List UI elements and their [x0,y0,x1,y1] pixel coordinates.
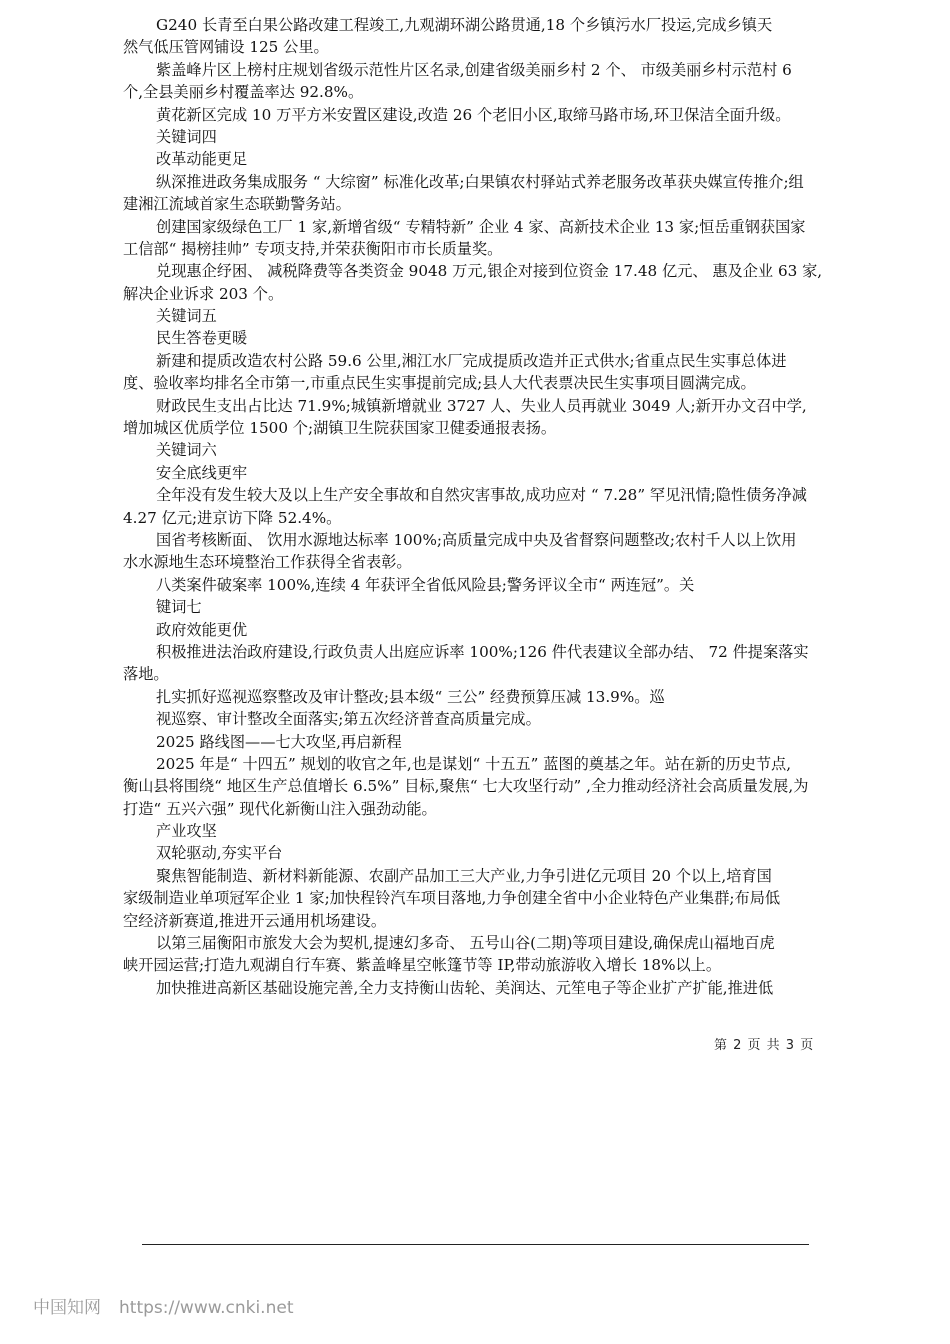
text-line: 安全底线更牢 [156,463,248,482]
watermark-url[interactable]: https://www.cnki.net [119,1298,294,1318]
text-line: 产业攻坚 [156,822,217,841]
text-line: 键词七 [156,598,202,617]
text-line: 个,全县美丽乡村覆盖率达 92.8%。 [123,83,364,102]
text-line: 4.27 亿元;进京访下降 52.4%。 [123,508,342,527]
text-line: 新建和提质改造农村公路 59.6 公里,湘江水厂完成提质改造并正式供水;省重点民生实事总体进 [156,351,787,370]
text-line: 双轮驱动,夯实平台 [156,844,283,863]
text-line: 加快推进高新区基础设施完善,全力支持衡山齿轮、美润达、元笙电子等企业扩产扩能,推进低 [156,978,774,997]
footer-divider [142,1244,809,1245]
text-line: 财政民生支出占比达 71.9%;城镇新增就业 3727 人、失业人员再就业 3049 人;新开办文召中学, [156,396,807,415]
text-line: 兑现惠企纾困、 减税降费等各类资金 9048 万元,银企对接到位资金 17.48 亿元、 惠及企业 63 家, [156,262,823,281]
text-line: 峡开园运营;打造九观湖自行车赛、紫盖峰星空帐篷节等 IP,带动旅游收入增长 18%以上。 [123,956,722,975]
text-line: 视巡察、审计整改全面落实;第五次经济普查高质量完成。 [156,710,541,729]
text-line: 积极推进法治政府建设,行政负责人出庭应诉率 100%;126 件代表建议全部办结、 72 件提案落实 [156,642,809,661]
text-line: 关键词四 [156,127,217,146]
document-body [123,14,828,999]
text-line: 全年没有发生较大及以上生产安全事故和自然灾害事故,成功应对 “ 7.28” 罕见汛情;隐性债务净减 [156,486,807,505]
text-line: 民生答卷更暖 [156,329,248,348]
text-line: 国省考核断面、 饮用水源地达标率 100%;高质量完成中央及省督察问题整改;农村千人以上饮用 [156,530,797,549]
text-line: 水水源地生态环境整治工作获得全省表彰。 [123,553,412,572]
text-line: 关键词五 [156,307,217,326]
text-line: 家级制造业单项冠军企业 1 家;加快程铃汽车项目落地,力争创建全省中小企业特色产业集群;布局低 [123,889,781,908]
text-line: 2025 年是“ 十四五” 规划的收官之年,也是谋划“ 十五五” 蓝图的奠基之年。站在新的历史节点, [156,754,792,773]
text-line: 创建国家级绿色工厂 1 家,新增省级“ 专精特新” 企业 4 家、高新技术企业 13 家;恒岳重钢获国家 [156,217,806,236]
text-line: 增加城区优质学位 1500 个;湖镇卫生院获国家卫健委通报表扬。 [123,419,557,438]
text-line: 空经济新赛道,推进开云通用机场建设。 [123,911,387,930]
text-line: 然气低压管网铺设 125 公里。 [123,38,329,57]
source-watermark [33,1293,293,1318]
text-line: 2025 路线图——七大攻坚,再启新程 [156,732,402,751]
text-line: 关键词六 [156,441,217,460]
text-line: 八类案件破案率 100%,连续 4 年获评全省低风险县;警务评议全市“ 两连冠”。关 [156,575,695,594]
text-line: 政府效能更优 [156,620,248,639]
text-line: 改革动能更足 [156,150,248,169]
text-line: 落地。 [123,665,169,684]
text-line: 度、验收率均排名全市第一,市重点民生实事提前完成;县人大代表票决民生实事项目圆满完成。 [123,374,756,393]
page-number: 第 2 页 共 3 页 [714,1038,815,1053]
text-line: 聚焦智能制造、新材料新能源、农副产品加工三大产业,力争引进亿元项目 20 个以上,培育国 [156,866,772,885]
text-line: 衡山县将围绕“ 地区生产总值增长 6.5%” 目标,聚焦“ 七大攻坚行动” ,全力推动经济社会高质量发展,为 [123,777,809,796]
text-line: 解决企业诉求 203 个。 [123,284,284,303]
text-line: 黄花新区完成 10 万平方米安置区建设,改造 26 个老旧小区,取缔马路市场,环卫保洁全面升级。 [156,105,791,124]
watermark-brand: 中国知网 [33,1298,101,1318]
text-line: 扎实抓好巡视巡察整改及审计整改;县本级“ 三公” 经费预算压减 13.9%。巡 [156,687,665,706]
text-line: 工信部“ 揭榜挂帅” 专项支持,并荣获衡阳市市长质量奖。 [123,239,503,258]
text-line: 纵深推进政务集成服务 “ 大综窗” 标准化改革;白果镇农村驿站式养老服务改革获央媒宣传推介;组 [156,172,804,191]
text-line: 以第三届衡阳市旅发大会为契机,提速幻多奇、 五号山谷(二期)等项目建设,确保虎山福地百虎 [156,934,775,953]
text-line: 建湘江流域首家生态联勤警务站。 [123,195,351,214]
text-line: 紫盖峰片区上榜村庄规划省级示范性片区名录,创建省级美丽乡村 2 个、 市级美丽乡村示范村 6 [156,60,792,79]
text-line: 打造“ 五兴六强” 现代化新衡山注入强劲动能。 [123,799,437,818]
text-line: G240 长青至白果公路改建工程竣工,九观湖环湖公路贯通,18 个乡镇污水厂投运,完成乡镇天 [156,16,773,34]
